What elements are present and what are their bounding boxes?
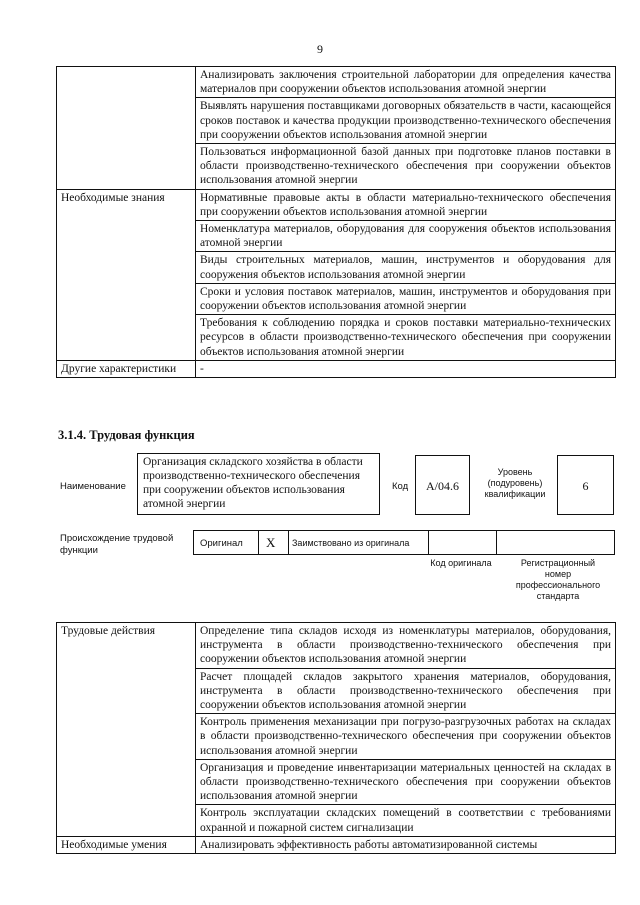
original-label: Оригинал [200,538,243,549]
table-cell: Контроль применения механизации при погрузо-разгрузочных работах на складах в области производственно-технического обеспечения при сооружении объектов использования атомной энергии [196,714,616,760]
level-label: Уровень (подуровень) квалификации [484,467,546,499]
table-cell: Нормативные правовые акты в области материально-технического обеспечения при сооружении объектов использования атомной энергии [196,189,616,220]
table-cell: Анализировать заключения строительной лаборатории для определения качества материалов при сооружении объектов использования атомной энергии [196,67,616,98]
row-label [57,67,196,190]
row-label: Другие характеристики [57,360,196,377]
origin-row [193,530,615,555]
reg-number-caption: Регистрационный номер профессионального стандарта [515,558,601,601]
code-box [415,455,470,515]
table-cell: Сроки и условия поставок материалов, машин, инструментов и оборудования при сооружении объектов использования атомной энергии [196,283,616,314]
borrowed-label: Заимствовано из оригинала [292,538,410,548]
code-label: Код [392,481,409,492]
level-value: 6 [582,479,589,493]
row-label: Трудовые действия [57,623,196,837]
table-cell: Определение типа складов исходя из номенклатуры материалов, оборудования, инструмента в области производственно-технического обеспечения при сооружении объектов использования атомной энергии [196,623,616,669]
labor-actions-table [56,622,616,854]
table-cell: - [196,360,616,377]
table-cell: Выявлять нарушения поставщиками договорных обязательств в части, касающейся сроков поставок и качества продукции производственно-технического обеспечения при сооружении объектов использования атомной энергии [196,98,616,144]
table-cell: Организация и проведение инвентаризации материальных ценностей на складах в области производственно-технического обеспечения при сооружении объектов использования атомной энергии [196,759,616,805]
table-cell: Требования к соблюдению порядка и сроков поставки материально-технических ресурсов в области производственно-технического обеспечения при сооружении объектов использования атомной энергии [196,315,616,361]
function-name-value: Организация складского хозяйства в области производственно-технического обеспечения при сооружении объектов использования атомной энергии [143,456,363,510]
skills-knowledge-table [56,66,616,378]
name-label: Наименование [60,481,126,492]
level-box [557,455,614,515]
table-cell: Анализировать эффективность работы автоматизированной системы [196,836,616,853]
function-name-box [137,453,380,515]
code-value: А/04.6 [426,479,459,493]
original-mark: X [266,535,276,550]
table-cell: Пользоваться информационной базой данных при подготовке планов поставки в области производственно-технического обеспечения при сооружении объектов использования атомной энергии [196,144,616,190]
table-cell: Номенклатура материалов, оборудования для сооружения объектов использования атомной энергии [196,221,616,252]
page-number: 9 [317,42,323,56]
row-label: Необходимые знания [57,189,196,360]
table-cell: Виды строительных материалов, машин, инструментов и оборудования для сооружения объектов использования атомной энергии [196,252,616,283]
table-cell: Расчет площадей складов закрытого хранения материалов, оборудования, инструмента в области производственно-технического обеспечения при сооружении объектов использования атомной энергии [196,668,616,714]
origin-label: Происхождение трудовой функции [60,533,174,556]
code-original-caption: Код оригинала [430,558,492,568]
row-label: Необходимые умения [57,836,196,853]
table-cell: Контроль эксплуатации складских помещений в соответствии с требованиями охранной и пожарной систем сигнализации [196,805,616,836]
section-heading: 3.1.4. Трудовая функция [58,428,195,442]
